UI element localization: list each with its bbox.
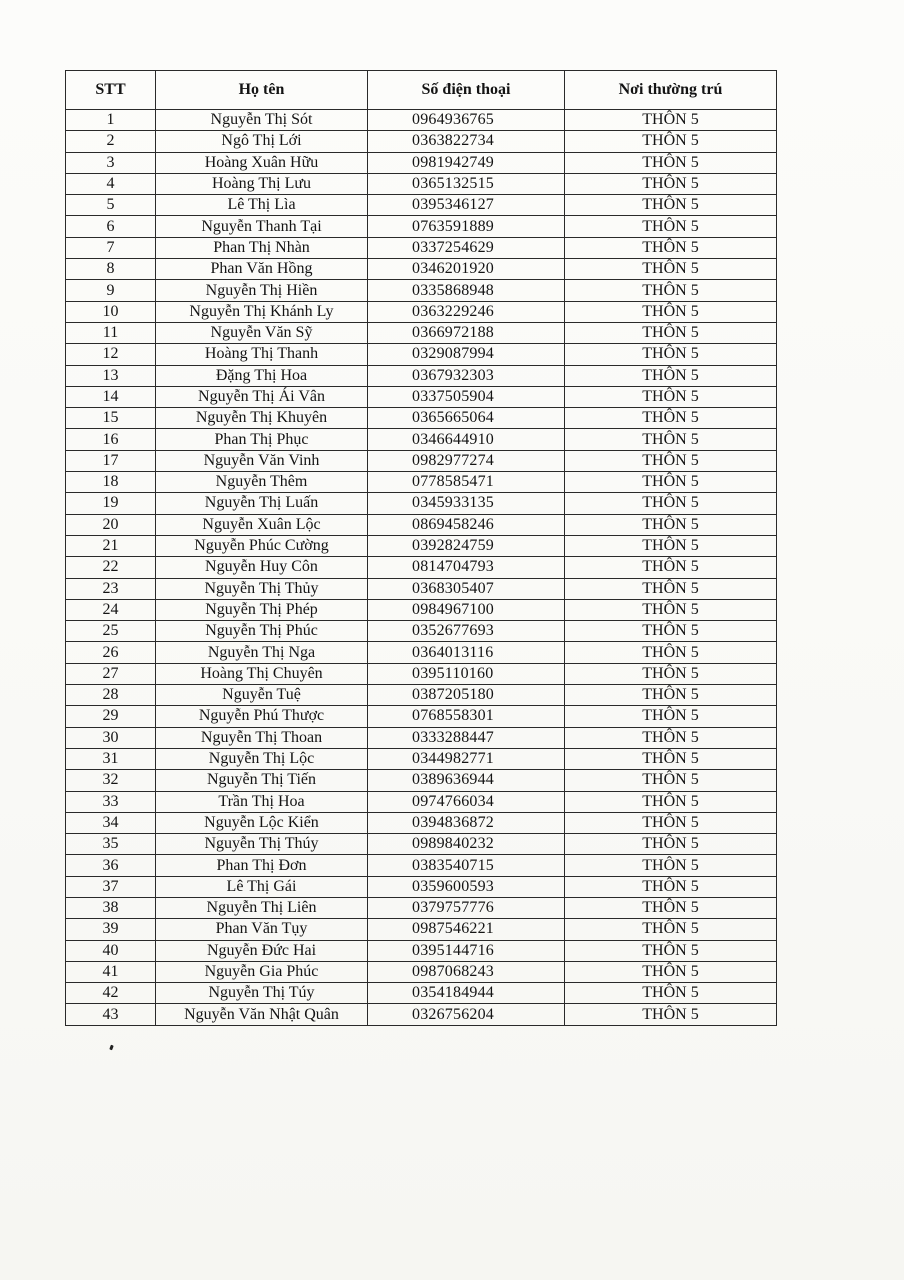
cell-phone: 0329087994 bbox=[368, 344, 565, 365]
cell-stt: 31 bbox=[66, 748, 156, 769]
table-row bbox=[66, 983, 777, 1004]
cell-residence: THÔN 5 bbox=[565, 855, 777, 876]
cell-stt: 30 bbox=[66, 727, 156, 748]
cell-name: Nguyễn Văn Nhật Quân bbox=[156, 1004, 368, 1025]
cell-residence: THÔN 5 bbox=[565, 514, 777, 535]
cell-stt: 22 bbox=[66, 557, 156, 578]
table-row bbox=[66, 940, 777, 961]
cell-residence: THÔN 5 bbox=[565, 344, 777, 365]
cell-stt: 32 bbox=[66, 770, 156, 791]
cell-stt: 3 bbox=[66, 152, 156, 173]
cell-phone: 0365132515 bbox=[368, 173, 565, 194]
table-row bbox=[66, 578, 777, 599]
table-row bbox=[66, 472, 777, 493]
cell-residence: THÔN 5 bbox=[565, 812, 777, 833]
cell-phone: 0984967100 bbox=[368, 599, 565, 620]
cell-residence: THÔN 5 bbox=[565, 322, 777, 343]
cell-stt: 29 bbox=[66, 706, 156, 727]
cell-stt: 26 bbox=[66, 642, 156, 663]
cell-name: Nguyễn Thị Thoan bbox=[156, 727, 368, 748]
cell-stt: 9 bbox=[66, 280, 156, 301]
cell-name: Phan Thị Đơn bbox=[156, 855, 368, 876]
cell-stt: 21 bbox=[66, 535, 156, 556]
table-row bbox=[66, 961, 777, 982]
cell-phone: 0367932303 bbox=[368, 365, 565, 386]
cell-residence: THÔN 5 bbox=[565, 748, 777, 769]
cell-phone: 0394836872 bbox=[368, 812, 565, 833]
cell-phone: 0365665064 bbox=[368, 408, 565, 429]
stray-ink-mark bbox=[109, 1045, 114, 1051]
cell-phone: 0395144716 bbox=[368, 940, 565, 961]
header-row bbox=[66, 71, 777, 110]
cell-residence: THÔN 5 bbox=[565, 131, 777, 152]
table-row bbox=[66, 748, 777, 769]
cell-name: Hoàng Thị Chuyên bbox=[156, 663, 368, 684]
cell-stt: 1 bbox=[66, 110, 156, 131]
cell-residence: THÔN 5 bbox=[565, 919, 777, 940]
cell-stt: 28 bbox=[66, 685, 156, 706]
cell-name: Nguyễn Thị Luấn bbox=[156, 493, 368, 514]
cell-residence: THÔN 5 bbox=[565, 642, 777, 663]
cell-residence: THÔN 5 bbox=[565, 472, 777, 493]
cell-residence: THÔN 5 bbox=[565, 770, 777, 791]
cell-phone: 0363229246 bbox=[368, 301, 565, 322]
table-row bbox=[66, 408, 777, 429]
cell-name: Nguyễn Phú Thược bbox=[156, 706, 368, 727]
cell-name: Nguyễn Thị Ái Vân bbox=[156, 386, 368, 407]
table-row bbox=[66, 237, 777, 258]
cell-name: Nguyễn Thêm bbox=[156, 472, 368, 493]
cell-residence: THÔN 5 bbox=[565, 429, 777, 450]
cell-phone: 0974766034 bbox=[368, 791, 565, 812]
cell-residence: THÔN 5 bbox=[565, 195, 777, 216]
cell-name: Nguyễn Thị Phúc bbox=[156, 621, 368, 642]
cell-stt: 17 bbox=[66, 450, 156, 471]
cell-name: Nguyễn Thị Sót bbox=[156, 110, 368, 131]
cell-phone: 0379757776 bbox=[368, 897, 565, 918]
cell-name: Trần Thị Hoa bbox=[156, 791, 368, 812]
cell-phone: 0763591889 bbox=[368, 216, 565, 237]
table-row bbox=[66, 919, 777, 940]
cell-stt: 25 bbox=[66, 621, 156, 642]
cell-stt: 33 bbox=[66, 791, 156, 812]
table-row bbox=[66, 663, 777, 684]
cell-name: Nguyễn Lộc Kiển bbox=[156, 812, 368, 833]
cell-residence: THÔN 5 bbox=[565, 386, 777, 407]
table-row bbox=[66, 685, 777, 706]
cell-stt: 43 bbox=[66, 1004, 156, 1025]
cell-phone: 0987546221 bbox=[368, 919, 565, 940]
cell-phone: 0346644910 bbox=[368, 429, 565, 450]
cell-stt: 35 bbox=[66, 834, 156, 855]
cell-name: Nguyễn Văn Sỹ bbox=[156, 322, 368, 343]
table-row bbox=[66, 855, 777, 876]
cell-stt: 16 bbox=[66, 429, 156, 450]
cell-stt: 13 bbox=[66, 365, 156, 386]
cell-residence: THÔN 5 bbox=[565, 791, 777, 812]
cell-name: Nguyễn Thị Thúy bbox=[156, 834, 368, 855]
cell-name: Lê Thị Lìa bbox=[156, 195, 368, 216]
cell-name: Hoàng Thị Lưu bbox=[156, 173, 368, 194]
cell-name: Nguyễn Xuân Lộc bbox=[156, 514, 368, 535]
table-row bbox=[66, 599, 777, 620]
cell-residence: THÔN 5 bbox=[565, 727, 777, 748]
cell-phone: 0326756204 bbox=[368, 1004, 565, 1025]
cell-name: Phan Văn Tụy bbox=[156, 919, 368, 940]
table-row bbox=[66, 131, 777, 152]
cell-stt: 2 bbox=[66, 131, 156, 152]
cell-stt: 24 bbox=[66, 599, 156, 620]
cell-residence: THÔN 5 bbox=[565, 301, 777, 322]
cell-residence: THÔN 5 bbox=[565, 216, 777, 237]
cell-stt: 19 bbox=[66, 493, 156, 514]
header-name: Họ tên bbox=[156, 71, 368, 110]
header-phone: Số điện thoại bbox=[368, 71, 565, 110]
cell-phone: 0387205180 bbox=[368, 685, 565, 706]
table-row bbox=[66, 706, 777, 727]
cell-residence: THÔN 5 bbox=[565, 834, 777, 855]
table-row bbox=[66, 834, 777, 855]
cell-phone: 0383540715 bbox=[368, 855, 565, 876]
cell-residence: THÔN 5 bbox=[565, 599, 777, 620]
table-row bbox=[66, 727, 777, 748]
cell-residence: THÔN 5 bbox=[565, 940, 777, 961]
cell-residence: THÔN 5 bbox=[565, 237, 777, 258]
cell-stt: 8 bbox=[66, 259, 156, 280]
cell-phone: 0981942749 bbox=[368, 152, 565, 173]
cell-name: Nguyễn Đức Hai bbox=[156, 940, 368, 961]
cell-stt: 41 bbox=[66, 961, 156, 982]
cell-stt: 18 bbox=[66, 472, 156, 493]
cell-name: Nguyễn Thanh Tại bbox=[156, 216, 368, 237]
cell-phone: 0345933135 bbox=[368, 493, 565, 514]
cell-stt: 39 bbox=[66, 919, 156, 940]
table-row bbox=[66, 195, 777, 216]
cell-stt: 10 bbox=[66, 301, 156, 322]
cell-name: Nguyễn Thị Khánh Ly bbox=[156, 301, 368, 322]
cell-name: Nguyễn Thị Hiền bbox=[156, 280, 368, 301]
cell-phone: 0987068243 bbox=[368, 961, 565, 982]
cell-phone: 0363822734 bbox=[368, 131, 565, 152]
table-row bbox=[66, 280, 777, 301]
header-residence: Nơi thường trú bbox=[565, 71, 777, 110]
cell-stt: 37 bbox=[66, 876, 156, 897]
table-row bbox=[66, 365, 777, 386]
cell-phone: 0368305407 bbox=[368, 578, 565, 599]
table-row bbox=[66, 791, 777, 812]
cell-stt: 40 bbox=[66, 940, 156, 961]
table-row bbox=[66, 152, 777, 173]
cell-name: Nguyễn Thị Thủy bbox=[156, 578, 368, 599]
table-row bbox=[66, 386, 777, 407]
table-row bbox=[66, 216, 777, 237]
cell-residence: THÔN 5 bbox=[565, 152, 777, 173]
resident-table bbox=[65, 70, 777, 1026]
table-row bbox=[66, 301, 777, 322]
header-stt: STT bbox=[66, 71, 156, 110]
cell-name: Phan Văn Hồng bbox=[156, 259, 368, 280]
cell-phone: 0989840232 bbox=[368, 834, 565, 855]
cell-phone: 0359600593 bbox=[368, 876, 565, 897]
table-row bbox=[66, 322, 777, 343]
table-header bbox=[66, 71, 777, 110]
cell-phone: 0335868948 bbox=[368, 280, 565, 301]
cell-residence: THÔN 5 bbox=[565, 663, 777, 684]
cell-stt: 12 bbox=[66, 344, 156, 365]
cell-name: Nguyễn Thị Tiến bbox=[156, 770, 368, 791]
cell-name: Nguyễn Phúc Cường bbox=[156, 535, 368, 556]
cell-residence: THÔN 5 bbox=[565, 173, 777, 194]
cell-stt: 34 bbox=[66, 812, 156, 833]
cell-phone: 0395110160 bbox=[368, 663, 565, 684]
table-row bbox=[66, 897, 777, 918]
cell-stt: 11 bbox=[66, 322, 156, 343]
cell-phone: 0814704793 bbox=[368, 557, 565, 578]
table-row bbox=[66, 514, 777, 535]
table-row bbox=[66, 450, 777, 471]
cell-name: Nguyễn Gia Phúc bbox=[156, 961, 368, 982]
table-row bbox=[66, 876, 777, 897]
cell-residence: THÔN 5 bbox=[565, 365, 777, 386]
table-row bbox=[66, 770, 777, 791]
table-row bbox=[66, 173, 777, 194]
cell-residence: THÔN 5 bbox=[565, 961, 777, 982]
cell-stt: 5 bbox=[66, 195, 156, 216]
cell-phone: 0869458246 bbox=[368, 514, 565, 535]
cell-name: Nguyễn Thị Liên bbox=[156, 897, 368, 918]
cell-name: Nguyễn Thị Lộc bbox=[156, 748, 368, 769]
table-row bbox=[66, 621, 777, 642]
cell-stt: 27 bbox=[66, 663, 156, 684]
table-row bbox=[66, 259, 777, 280]
cell-name: Đặng Thị Hoa bbox=[156, 365, 368, 386]
cell-phone: 0344982771 bbox=[368, 748, 565, 769]
cell-name: Nguyễn Tuệ bbox=[156, 685, 368, 706]
cell-name: Lê Thị Gái bbox=[156, 876, 368, 897]
cell-residence: THÔN 5 bbox=[565, 983, 777, 1004]
cell-phone: 0778585471 bbox=[368, 472, 565, 493]
cell-name: Nguyễn Thị Túy bbox=[156, 983, 368, 1004]
table-row bbox=[66, 429, 777, 450]
cell-stt: 4 bbox=[66, 173, 156, 194]
cell-residence: THÔN 5 bbox=[565, 621, 777, 642]
cell-name: Phan Thị Phục bbox=[156, 429, 368, 450]
cell-residence: THÔN 5 bbox=[565, 110, 777, 131]
cell-stt: 6 bbox=[66, 216, 156, 237]
cell-stt: 14 bbox=[66, 386, 156, 407]
table-row bbox=[66, 493, 777, 514]
cell-name: Hoàng Xuân Hữu bbox=[156, 152, 368, 173]
cell-residence: THÔN 5 bbox=[565, 493, 777, 514]
cell-phone: 0337254629 bbox=[368, 237, 565, 258]
cell-residence: THÔN 5 bbox=[565, 876, 777, 897]
cell-phone: 0333288447 bbox=[368, 727, 565, 748]
cell-phone: 0395346127 bbox=[368, 195, 565, 216]
table-row bbox=[66, 110, 777, 131]
cell-name: Nguyễn Văn Vinh bbox=[156, 450, 368, 471]
cell-phone: 0768558301 bbox=[368, 706, 565, 727]
cell-stt: 7 bbox=[66, 237, 156, 258]
table-row bbox=[66, 1004, 777, 1025]
cell-phone: 0337505904 bbox=[368, 386, 565, 407]
cell-residence: THÔN 5 bbox=[565, 408, 777, 429]
cell-stt: 15 bbox=[66, 408, 156, 429]
cell-phone: 0346201920 bbox=[368, 259, 565, 280]
cell-phone: 0392824759 bbox=[368, 535, 565, 556]
table-row bbox=[66, 344, 777, 365]
cell-residence: THÔN 5 bbox=[565, 259, 777, 280]
cell-stt: 36 bbox=[66, 855, 156, 876]
cell-phone: 0389636944 bbox=[368, 770, 565, 791]
cell-residence: THÔN 5 bbox=[565, 578, 777, 599]
cell-residence: THÔN 5 bbox=[565, 557, 777, 578]
cell-name: Nguyễn Thị Phép bbox=[156, 599, 368, 620]
cell-stt: 42 bbox=[66, 983, 156, 1004]
table-row bbox=[66, 812, 777, 833]
cell-phone: 0364013116 bbox=[368, 642, 565, 663]
cell-phone: 0366972188 bbox=[368, 322, 565, 343]
cell-name: Hoàng Thị Thanh bbox=[156, 344, 368, 365]
table-row bbox=[66, 535, 777, 556]
cell-residence: THÔN 5 bbox=[565, 706, 777, 727]
cell-name: Phan Thị Nhàn bbox=[156, 237, 368, 258]
table-body bbox=[66, 110, 777, 1026]
cell-residence: THÔN 5 bbox=[565, 685, 777, 706]
cell-stt: 23 bbox=[66, 578, 156, 599]
cell-residence: THÔN 5 bbox=[565, 1004, 777, 1025]
cell-residence: THÔN 5 bbox=[565, 280, 777, 301]
cell-name: Ngô Thị Lới bbox=[156, 131, 368, 152]
table-row bbox=[66, 642, 777, 663]
cell-residence: THÔN 5 bbox=[565, 535, 777, 556]
cell-name: Nguyễn Thị Nga bbox=[156, 642, 368, 663]
cell-phone: 0354184944 bbox=[368, 983, 565, 1004]
cell-residence: THÔN 5 bbox=[565, 897, 777, 918]
cell-name: Nguyễn Thị Khuyên bbox=[156, 408, 368, 429]
table-row bbox=[66, 557, 777, 578]
cell-phone: 0352677693 bbox=[368, 621, 565, 642]
cell-residence: THÔN 5 bbox=[565, 450, 777, 471]
cell-phone: 0964936765 bbox=[368, 110, 565, 131]
cell-stt: 38 bbox=[66, 897, 156, 918]
cell-phone: 0982977274 bbox=[368, 450, 565, 471]
cell-name: Nguyễn Huy Côn bbox=[156, 557, 368, 578]
cell-stt: 20 bbox=[66, 514, 156, 535]
